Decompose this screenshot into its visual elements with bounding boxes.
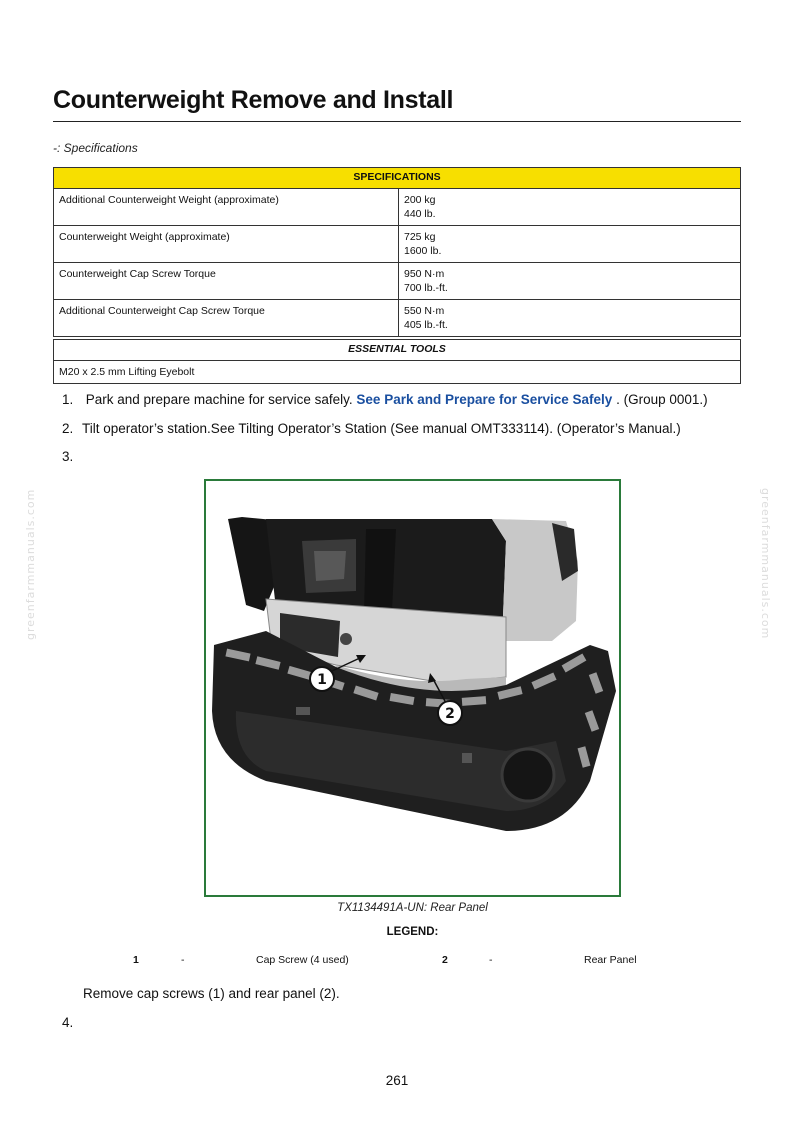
page-number: 261 [385, 1073, 409, 1088]
step-3-instruction: Remove cap screws (1) and rear panel (2). [83, 986, 340, 1001]
legend-item-dash: - [181, 954, 185, 966]
callout-2: 2 [445, 706, 455, 722]
spec-value: 725 kg 1600 lb. [399, 226, 741, 263]
figure-caption: TX1134491A-UN: Rear Panel [337, 902, 488, 914]
spec-value: 200 kg 440 lb. [399, 189, 741, 226]
rear-panel-figure [204, 479, 621, 897]
excavator-rear-illustration [206, 481, 619, 895]
table-row [54, 263, 741, 300]
spec-value: 550 N·m 405 lb.-ft. [399, 300, 741, 337]
specifications-table [53, 167, 741, 337]
step-4: 4. [62, 1015, 74, 1030]
watermark-left: greenfarmmanuals.com [24, 488, 37, 640]
table-row [54, 300, 741, 337]
essential-tools-header: ESSENTIAL TOOLS [54, 340, 741, 361]
specifications-reference: -: Specifications [53, 141, 138, 155]
page-title: Counterweight Remove and Install [53, 86, 741, 122]
spec-value: 950 N·m 700 lb.-ft. [399, 263, 741, 300]
park-prepare-link[interactable]: See Park and Prepare for Service Safely [356, 392, 613, 407]
legend-item-description: Rear Panel [584, 954, 637, 966]
legend-title: LEGEND: [386, 926, 439, 938]
table-row [54, 226, 741, 263]
essential-tool-item: M20 x 2.5 mm Lifting Eyebolt [54, 361, 741, 384]
step-2: 2. Tilt operator’s station.See Tilting Operator’s Station (See manual OMT333114). (Operator’s Manual.) [62, 421, 681, 436]
essential-tools-table [53, 339, 741, 384]
legend-item-dash: - [489, 954, 493, 966]
table-row [54, 189, 741, 226]
legend-item-description: Cap Screw (4 used) [256, 954, 349, 966]
legend-item-number: 2 [442, 954, 448, 966]
spec-label: Additional Counterweight Weight (approximate) [54, 189, 399, 226]
callout-1: 1 [317, 672, 327, 688]
legend-item-number: 1 [133, 954, 139, 966]
step-1: 1. Park and prepare machine for service safely. See Park and Prepare for Service Safely . (Group 0001.) [62, 392, 708, 407]
spec-label: Additional Counterweight Cap Screw Torque [54, 300, 399, 337]
spec-label: Counterweight Cap Screw Torque [54, 263, 399, 300]
watermark-right: greenfarmmanuals.com [759, 488, 772, 640]
step-3: 3. [62, 449, 74, 464]
specifications-header: SPECIFICATIONS [54, 168, 741, 189]
spec-label: Counterweight Weight (approximate) [54, 226, 399, 263]
